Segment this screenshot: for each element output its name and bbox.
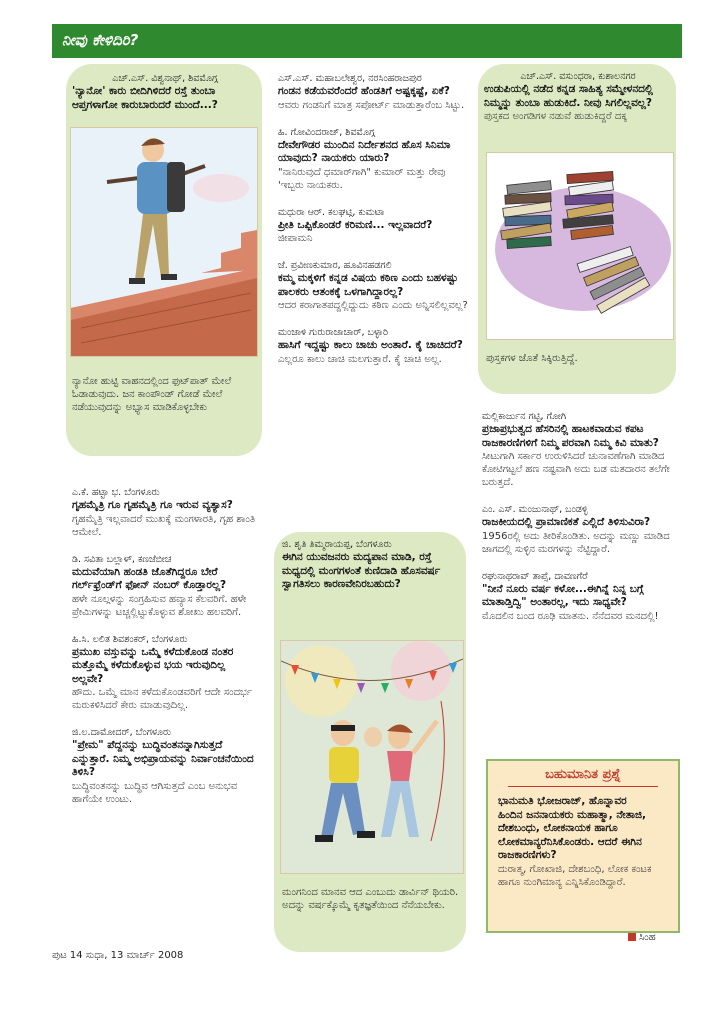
qa-item	[278, 126, 468, 192]
answer-text: ಪುಸ್ತಕದ ಅಂಗಡಿಗಳ ನಡುವೆ ಹುಡುಕಿದ್ದರೆ ದಕ್ಕ	[484, 111, 627, 122]
asker-name: ರಘುನಾಥರಾವ್ ತಾಪ್ಸೆ, ದಾವಣಗೆರೆ	[482, 570, 588, 582]
qa-item	[482, 503, 676, 556]
card-books-caption: ಪುಸ್ತಕಗಳ ಜೊತೆ ಸಿಕ್ಕಿರುತ್ತಿದ್ದೆ.	[486, 353, 578, 364]
card-newyear-question	[282, 538, 460, 592]
answer-text: ಹಳೇ ನೂಲ್ಗಳನ್ನು ಸಂಗ್ರಹಿಸುವ ಹವ್ಯಾಸ ಕೆಲವರಿಗೆ. ಹಳೇ ಪ್ರೇಮಿಗಳನ್ನು ಟಚ್ಚಲ್ಲಿಟ್ಟುಕೊಳ್ಳುವ ಶೋಖು ಹಲವರಿಗೆ.	[72, 593, 247, 618]
answer-text: ಹೌದು. ಒಮ್ಮೆ ಮಾನ ಕಳೆದುಕೊಂಡವರಿಗೆ ಆದೇ ಸಂದರ್ಭ ಮರುಕಳಿಸಿದರೆ ಕೇರು ಮಾಡುವುದಿಲ್ಲ.	[72, 687, 253, 711]
asker-name: ಜಿ. ಶೃತಿ ತಿಮ್ಮರಾಯಪ್ಪ, ಬೆಂಗಳೂರು	[282, 539, 392, 550]
section-banner	[52, 24, 682, 58]
cartoon-party-dancers	[280, 640, 464, 874]
prize-question-title	[488, 767, 678, 787]
asker-name: ಹಿ.ಸಿ. ಲಲಿತ ಶಿವಶಂಕರ್, ಬೆಂಗಳೂರು	[72, 633, 188, 645]
answer-text: "ನಾನಿರುವುದೆ ಧಮಾರ್‌ಗಾಗಿ" ಕುಮಾರ್ ಮತ್ತು ರೇವು 'ಇಬ್ಬರು ನಾಯಕರು.	[278, 166, 446, 191]
card-nano-question	[72, 72, 258, 112]
question-text: ಈಗಿನ ಯುವಜನರು ಮದ್ಯಪಾನ ಮಾಡಿ, ರಸ್ತೆ ಮಧ್ಯದಲ್ಲಿ ಮಂಗಗಳಂತೆ ಕುಣಿದಾಡಿ ಹೊಸವರ್ಷ ಸ್ವಾಗತಿಸಲು ಕಾರಣವೇನಿರಬಹುದು?	[282, 551, 441, 590]
card-newyear-caption: ಮಂಗನಿಂದ ಮಾನವ ಆದ ಎಂಬುದು ಡಾರ್ವಿನ್ ಥಿಯರಿ. ಅದನ್ನು ವರ್ಷಕ್ಕೊಮ್ಮೆ ಕೃತಜ್ಞತೆಯಿಂದ ನೆನೆಯಬೇಕು.	[282, 887, 459, 911]
asker-name: ಮಂಜಾಳಿ ಗುರುರಾಜಾಚಾರ್, ಬಳ್ಳಾರಿ	[278, 327, 389, 338]
asker-name: ಹಿ. ಗೋವಿಂದರಾಜ್, ಶಿವಮೊಗ್ಗ	[278, 126, 375, 138]
card-books-question	[484, 70, 672, 137]
signature-text: ಸಿಂಹ	[639, 932, 656, 943]
asker-name: ಜೆ. ಪ್ರವೀಣಕುಮಾರ, ಹೂವಿನಹಡಗಲಿ	[278, 260, 392, 271]
asker-name: ಡಿ. ಸವಿತಾ ಬಲ್ಲಾಳ್, ಕಣಜೆಬೀಚ	[72, 553, 172, 565]
answer-text: ಮೊದಲಿನ ಬಂದ ರೂಢಿ ಮಾತನು. ನೆನೆದವರ ಮನದಲ್ಲಿ!	[482, 610, 659, 622]
signature-square-icon	[628, 933, 636, 941]
question-text: ಪ್ರೀತಿ ಒಪ್ಪಿಕೊಂಡರೆ ಕರಿಮಣಿ... ಇಲ್ಲವಾದರೆ?	[278, 218, 433, 231]
question-text: ಹಾಸಿಗೆ ಇದ್ದಷ್ಟು ಕಾಲು ಚಾಚು ಅಂತಾರೆ. ಕೈ ಚಾಚಿದರೆ?	[278, 339, 463, 351]
answer-text: ಬುದ್ಧಿವಂತನನ್ನು ಬುದ್ಧಿವ ಆಗಿಸುತ್ತದೆ ಎಂಬ ಅನುಭವ ಹಾಗೆಯೇ ಉಂಟು.	[72, 780, 238, 805]
qa-item	[482, 570, 676, 623]
title-underline	[508, 786, 658, 787]
qa-item	[72, 726, 260, 806]
answer-text: ಸೀಟುಗಾಗಿ ಸರ್ಕಾರ ಉರುಳಿಸಿದರೆ ಚುನಾವಣೆಗಾಗಿ ಮಾಡಿದ ಕೋಟಿಗಟ್ಟಲೆ ಹಣ ನಷ್ಟವಾಗಿ ಅದು ಬಡ ಮತದಾರನ ತಲೆಗೇ ಬರುತ್ತದೆ.	[482, 451, 670, 488]
column-3-questions	[482, 410, 676, 637]
asker-name: ಮಧುರಾ ಆರ್. ಕಲಘಟ್ಗಿ, ಕುಮಟಾ	[278, 206, 385, 218]
question-text: ಉಡುಪಿಯಲ್ಲಿ ನಡೆದ ಕನ್ನಡ ಸಾಹಿತ್ಯ ಸಮ್ಮೇಳನದಲ್ಲಿ ನಿಮ್ಮನ್ನು ತುಂಬಾ ಹುಡುಕಿದೆ. ನೀವು ಸಿಗಲಿಲ್ಲವಲ್ಲ?	[484, 83, 653, 109]
answer-text: ಎಲ್ಲರೂ ಕಾಲು ಚಾಚಿ ಮಲಗುತ್ತಾರೆ. ಕೈ ಚಾಚಿ ಅಲ್ಲ.	[278, 353, 442, 365]
qa-item	[278, 326, 468, 366]
section-title: ನೀವು ಕೇಳಿದಿರಿ?	[62, 31, 139, 49]
asker-name: ಎಚ್.ಎಸ್. ವಸುಂಧರಾ, ಕುಶಾಲನಗರ	[520, 71, 636, 82]
asker-name: ಎಂ. ಎಸ್. ಮಂಜುನಾಥ್, ಬಂಡಳ್ಳಿ	[482, 504, 588, 515]
question-text: "ನೀನೆ ನೂರು ವರ್ಷ ಕಳೋ...ಈಗಿನ್ನೆ ನಿನ್ನ ಬಗ್ಗೆ ಮಾತಾಡ್ತಿದ್ವಿ" ಅಂತಾರಲ್ಲ, ಇದು ಸಾಧ್ಯವೇ?	[482, 582, 644, 608]
question-text: ರಾಜಕೀಯದಲ್ಲಿ ಪ್ರಾಮಾಣಿಕತೆ ಎಲ್ಲಿದೆ ತಿಳಿಸುವಿರಾ?	[482, 516, 651, 528]
question-text: 'ನ್ಯಾನೋ' ಕಾರು ಬೀದಿಗಿಳಿದರೆ ರಸ್ತೆ ತುಂಬಾ ಆಪ್ತಗಳಾಗೋ ಕಾರುಬಾರುದರೆ ಮುಂದೆ...?	[72, 85, 218, 111]
question-text: ಕಮ್ಮ ಮಕ್ಕಳಿಗೆ ಕನ್ನಡ ವಿಷಯ ಕಠಿಣ ಎಂದು ಬಹಳಷ್ಟು ಪಾಲಕರು ಆತಂಕಕ್ಕೆ ಒಳಗಾಗಿದ್ದಾರಲ್ಲ?	[278, 272, 458, 298]
qa-item	[278, 206, 468, 246]
cartoon-book-stacks	[486, 152, 674, 340]
question-text: ದೇವೇಗೌಡರ ಮುಂದಿನ ನಿರ್ದೇಶನದ ಹೊಸ ಸಿನಿಮಾ ಯಾವುದು? ನಾಯಕರು ಯಾರು?	[278, 138, 451, 164]
column-1-questions	[72, 486, 260, 820]
answer-text: ಗೃಹಮೈತ್ರಿ ಇಲ್ಲವಾದರೆ ಮುಖಕ್ಕೆ ಮಂಗಳಾರತಿ, ಗೃಹ ಶಾಂತಿ ಆಮೇಲೆ.	[72, 513, 256, 538]
question-text: ಮದುವೆಯಾಗಿ ಹಂಡತಿ ಜೊತೆಗಿದ್ದರೂ ಬೇರೆ ಗರ್ಲ್‌ಫ್ರೆಂಡ್‌ಗೆ ಫೋನ್ ನಂಬರ್ ಕೊಡ್ತಾರಲ್ಲ?	[72, 565, 227, 591]
column-2-questions	[278, 72, 468, 380]
prize-question-heading: ಬಹುಮಾನಿತ ಪ್ರಶ್ನೆ	[545, 767, 621, 782]
answer-text: ದುರಾತ್ಮ, ಗೋಖಾಜಿ, ದೇಶಬಂಧಿ, ಲೋಕ ಕಂಟಕ ಹಾಗೂ ನುಂಗಿಮಾನ್ಯ ಎನ್ನಿಸಿಕೊಂಡಿದ್ದಾರೆ.	[498, 863, 652, 888]
qa-item	[72, 553, 260, 619]
answer-text: ಜೀಪಾಮನಿ	[278, 233, 313, 244]
asker-name: ಮಲ್ಲಿಕಾರ್ಜುನ ಗಟ್ಟಿ, ಗೋಗಿ	[482, 411, 567, 422]
asker-name: ಎಸ್.ಎಸ್. ಮಹಾಬಲೇಶ್ವರ, ನರಸಿಂಹರಾಜಪುರ	[278, 73, 422, 84]
asker-name: ಎ.ಕೆ. ಹಟ್ಟಾ ಭ. ಬೆಂಗಳೂರು	[72, 487, 160, 498]
asker-name: ಎಚ್.ಎಸ್. ವಿಶ್ವನಾಥ್, ಶಿವಮೊಗ್ಗ	[112, 73, 218, 84]
page-footer: ಪುಟ 14 ಸುಧಾ, 13 ಮಾರ್ಚ್ 2008	[52, 950, 184, 961]
prize-question-box	[486, 759, 680, 933]
question-text: "ಪ್ರೇಮ" ಪೆದ್ದನನ್ನು ಬುದ್ಧಿವಂತನನ್ನಾಗಿಸುತ್ತದೆ ಎನ್ನುತ್ತಾರೆ. ನಿಮ್ಮ ಅಭಿಪ್ರಾಯವನ್ನು ನಿರ್ವಾಂಚನೆಯಿಂದ ತಿಳಿಸಿ?	[72, 739, 254, 778]
answer-text: 1956ರಲ್ಲಿ ಅದು ತೀರಿಕೊಂಡಿತು. ಅದನ್ನು ಮಣ್ಣು ಮಾಡಿದ ಜಾಗದಲ್ಲಿ ಸುಳ್ಳಿನ ಮರಗಳನ್ನು ನೆಟ್ಟಿದ್ದಾರೆ.	[482, 530, 670, 555]
question-text: ಪ್ರಮುಖ ವಸ್ತುವನ್ನು ಒಮ್ಮೆ ಕಳೆದುಕೊಂಡ ನಂತರ ಮತ್ತೊಮ್ಮೆ ಕಳೆದುಕೊಳ್ಳುವ ಭಯ ಇರುವುದಿಲ್ಲ ಅಲ್ಲವೇ?	[72, 645, 234, 685]
answer-text: ಆವರು ಗಂಡನಿಗೆ ಮಾತ್ರ ಸಪೋರ್ಟ್ ಮಾಡುತ್ತಾರೆಂಬ ಸಿಟ್ಟು.	[278, 99, 465, 111]
signature	[628, 932, 656, 943]
question-text: ಪ್ರಜಾಪ್ರಭುತ್ವದ ಹೆಸರಿನಲ್ಲಿ ಹಾಟಕವಾಡುವ ಕಪಟ ರಾಜಕಾರಣಿಗಳಿಗೆ ನಿಮ್ಮ ಪರವಾಗಿ ನಿಮ್ಮ ಕಿವಿ ಮಾತು?	[482, 423, 659, 449]
cartoon-wall-walker	[70, 127, 258, 357]
question-text: ಗೃಹಮೈತ್ರಿ ಗೂ ಗೃಹಮೈತ್ರಿ ಗೂ ಇರುವ ವ್ಯತ್ಯಾಸ?	[72, 499, 233, 511]
qa-item	[72, 486, 260, 539]
answer-text: ಆದರ ಕರಾಗಾತಪದ್ದಲ್ಲಿದ್ದುದು ಕಠಿಣ ಎಂದು ಅನ್ನಿಸಲಿಲ್ಲವಲ್ಲ?	[278, 300, 468, 311]
card-nano-caption: ನ್ಯಾನೋ ಹುಟ್ಟಿ ವಾಹನದಲ್ಲಿಂದ ಫುಟ್‌ಪಾತ್ ಮೇಲೆ ಓಡಾಡುವುದು. ಜನ ಕಾಂಪೌಂಡ್ ಗೋಡೆ ಮೇಲೆ ನಡೆಯುವುದನ್ನು ಅಭ್ಯಾಸ ಮಾಡಿಕೊಳ್ಳಬೇಕು	[72, 376, 232, 413]
question-text: ಹಿಂದಿನ ಜನನಾಯಕರು ಮಹಾತ್ಮಾ, ನೇತಾಜಿ, ದೇಶಬಂಧು, ಲೋಕನಾಯಕ ಹಾಗೂ ಲೋಕಮಾನ್ಯರೆನಿಸಿಕೊಂಡರು. ಆದರೆ ಈಗಿನ ರಾಜಕಾರಣಿಗಳು?	[498, 808, 647, 861]
qa-item	[278, 72, 468, 112]
qa-item	[278, 259, 468, 312]
qa-item	[482, 410, 676, 489]
prize-question-body	[498, 795, 670, 903]
asker-name: ಜಿ.ಲ.ದಾಮೋದರ್, ಬೆಂಗಳೂರು	[72, 727, 172, 738]
asker-name: ಭಾನುಮತಿ ಭೋಜರಾಜ್, ಹೊನ್ನಾವರ	[498, 795, 627, 807]
qa-item	[72, 633, 260, 713]
question-text: ಗಂಡನ ಕಡೆಯವರೆಂದರೆ ಹೆಂಡತಿಗೆ ಅಷ್ಟಕ್ಕಷ್ಟೆ, ಏಕೆ?	[278, 85, 450, 97]
